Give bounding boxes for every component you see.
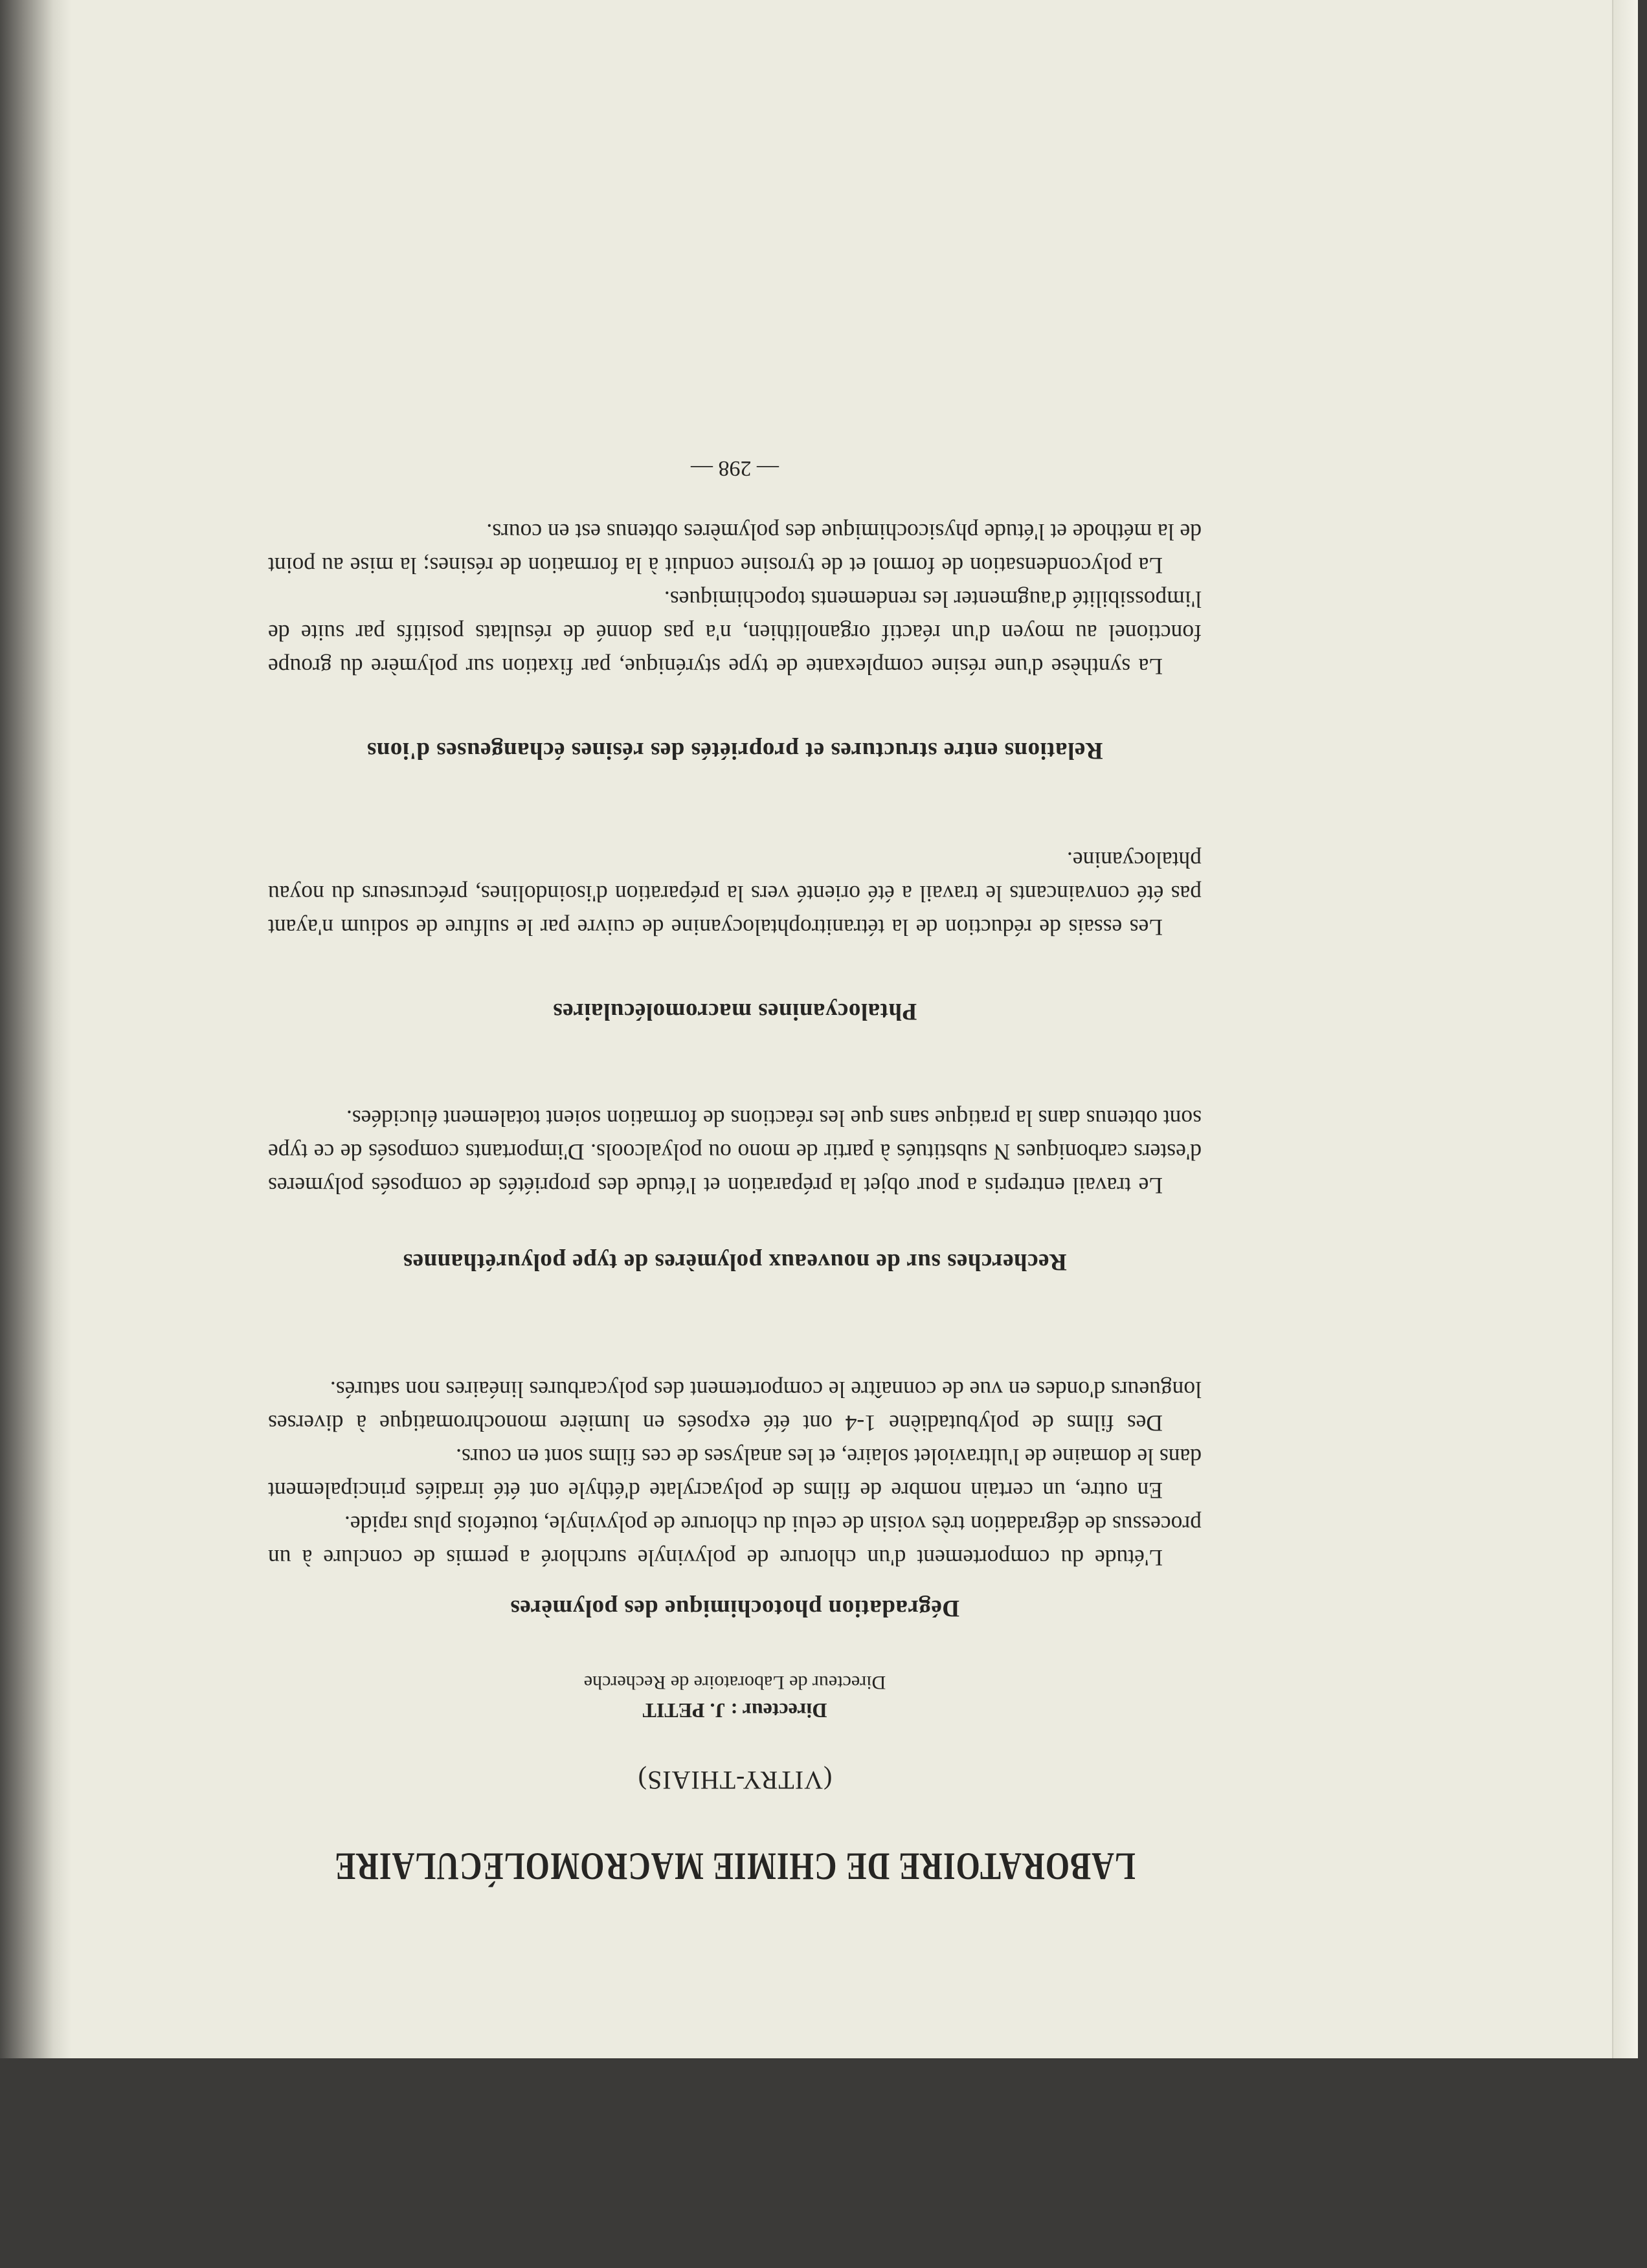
paragraph: Des films de polybutadiène 1-4 ont été exposés en lumière monochromatique à diverses longueurs d'ondes en vue de connaître le comportement des polycarbures linéaires non saturés. bbox=[268, 1377, 1202, 1436]
paragraph: La polycondensation de formol et de tyrosine conduit à la formation de résines; la mise au point de la méthode et l'étude physicochimique des polymères obtenus est en cours. bbox=[268, 519, 1202, 579]
section-heading: Dégradation photochimique des polymères bbox=[510, 1595, 960, 1621]
director-title: Directeur de Laboratoire de Recherche bbox=[583, 1672, 886, 1693]
lab-location: (VITRY-THIAIS) bbox=[637, 1766, 833, 1795]
section-heading: Recherches sur de nouveaux polymères de type polyuréthannes bbox=[403, 1249, 1067, 1275]
binding-shadow bbox=[0, 0, 71, 2058]
page-number: — 298 — bbox=[691, 456, 779, 480]
page-edge bbox=[1612, 0, 1638, 2058]
paragraph: La synthèse d'une résine complexante de type styrénique, par fixation sur polymère du groupe fonctionel au moyen d'un réactif organolithien, n'a pas donné de résultats positifs par suite de l'impossibilité d'augmenter les rendements topochimiques. bbox=[268, 586, 1202, 680]
paragraph: L'étude du comportement d'un chlorure de polyvinyle surchloré a permis de conclure à un processus de dégradation très voisin de celui du chlorure de polyvinyle, toutefois plus rapide. bbox=[268, 1511, 1202, 1571]
page-content-upside-down bbox=[268, 214, 1202, 1887]
paragraph: En outre, un certain nombre de films de polyacrylate d'éthyle ont été irradiés principalement dans le domaine de l'ultraviolet solaire, et les analyses de ces films sont en cours. bbox=[268, 1444, 1202, 1504]
section-heading: Relations entre structures et propriétés des résines échangeuses d'ions bbox=[366, 737, 1103, 764]
paragraph: Le travail entrepris a pour objet la préparation et l'étude des propriétés de composés polymeres d'esters carboniques N substitués à partir de mono ou polyalcools. D'importants composés de ce type sont obtenus dans la pratique sans que les réactions de formation soient totalement élucidées. bbox=[268, 1106, 1202, 1199]
section-heading: Phtalocyanines macromoléculaires bbox=[552, 998, 917, 1025]
lab-title: LABORATOIRE DE CHIMIE MACROMOLÉCULAIRE bbox=[334, 1844, 1136, 1887]
paragraph: Les essais de réduction de la tétranitrophtalocyanine de cuivre par le sulfure de sodium n'ayant pas été convaincants le travail a été orienté vers la préparation d'isoindolines, précurseurs du noyau phtalocyanine. bbox=[268, 847, 1202, 940]
director-name: Directeur : J. PETIT bbox=[642, 1699, 827, 1722]
